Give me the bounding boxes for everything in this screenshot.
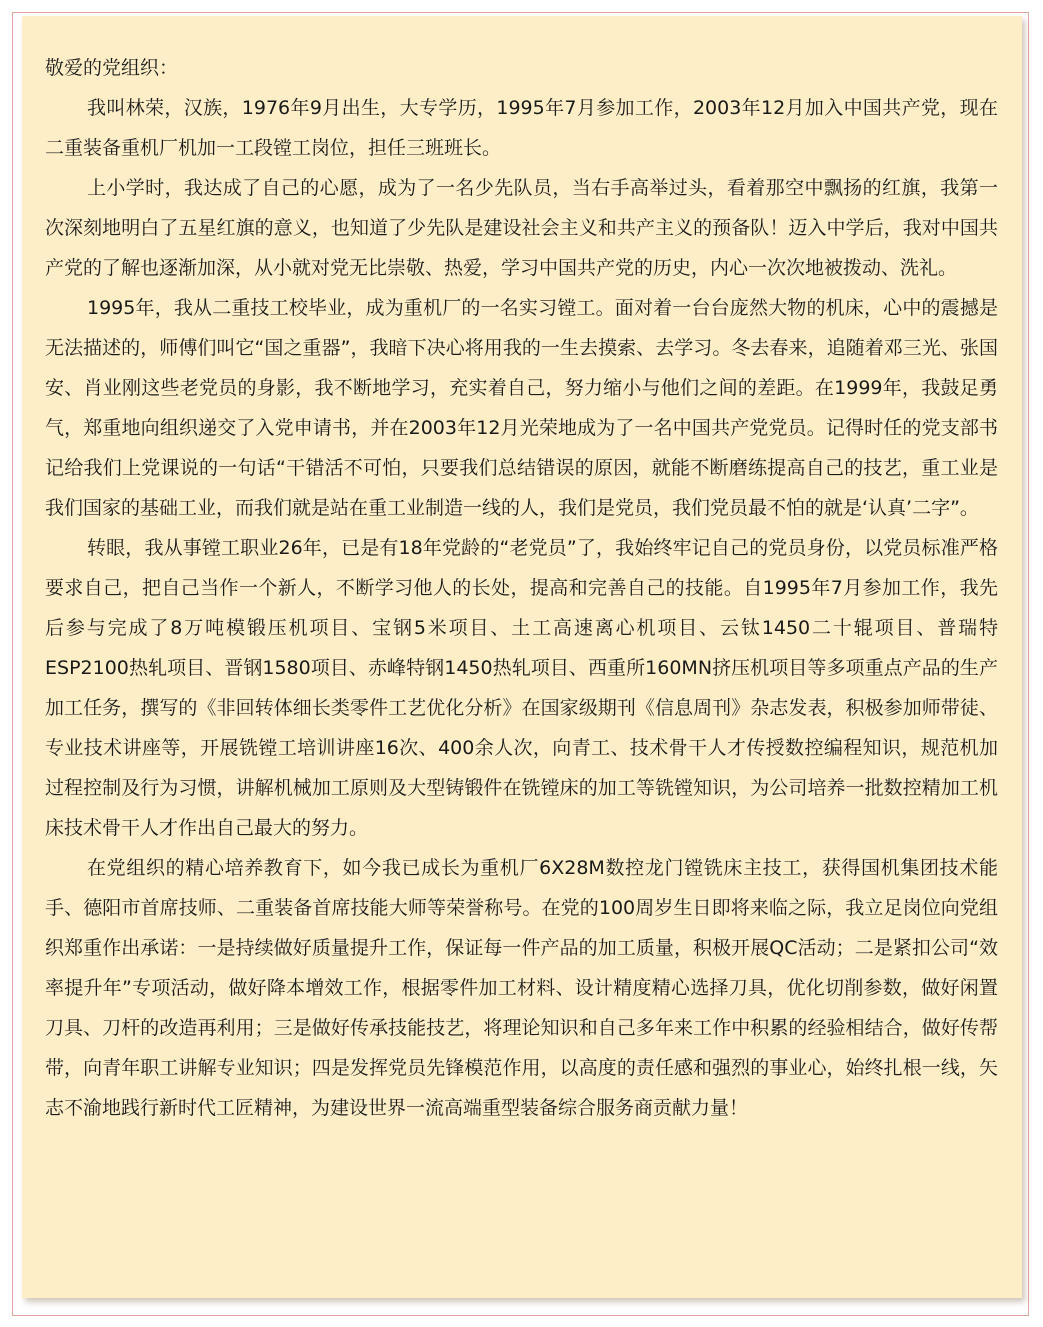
letter-card bbox=[22, 16, 1022, 1298]
letter-salutation: 敬爱的党组织： bbox=[45, 57, 179, 79]
letter-paragraph-apprentice: 1995年，我从二重技工校毕业，成为重机厂的一名实习镗工。面对着一台台庞然大物的机床，心中的震撼是无法描述的，师傅们叫它“国之重器”，我暗下决心将用我的一生去摸索、去学习。冬去春来，追随着邓三光、张国安、肖业刚这些老党员的身影，我不断地学习，充实着自己，努力缩小与他们之间的差距。在1999年，我鼓足勇气，郑重地向组织递交了入党申请书，并在2003年12月光荣地成为了一名中国共产党党员。记得时任的党支部书记给我们上党课说的一句话“干错活不可怕，只要我们总结错误的原因，就能不断磨练提高自己的技艺，重工业是我们国家的基础工业，而我们就是站在重工业制造一线的人，我们是党员，我们党员最不怕的就是‘认真’二字”。 bbox=[45, 297, 998, 519]
letter-paragraph-intro: 我叫林荣，汉族，1976年9月出生，大专学历，1995年7月参加工作，2003年12月加入中国共产党，现在二重装备重机厂机加一工段镗工岗位，担任三班班长。 bbox=[45, 97, 998, 159]
letter-paragraph-commitment: 在党组织的精心培养教育下，如今我已成长为重机厂6X28M数控龙门镗铣床主技工，获得国机集团技术能手、德阳市首席技师、二重装备首席技能大师等荣誉称号。在党的100周岁生日即将来临之际，我立足岗位向党组织郑重作出承诺：一是持续做好质量提升工作，保证每一件产品的加工质量，积极开展QC活动；二是紧扣公司“效率提升年”专项活动，做好降本增效工作，根据零件加工材料、设计精度精心选择刀具，优化切削参数，做好闲置刀具、刀杆的改造再利用；三是做好传承技能技艺，将理论知识和自己多年来工作中积累的经验相结合，做好传帮带，向青年职工讲解专业知识；四是发挥党员先锋模范作用，以高度的责任感和强烈的事业心，始终扎根一线，矢志不渝地践行新时代工匠精神，为建设世界一流高端重型装备综合服务商贡献力量！ bbox=[45, 857, 998, 1119]
letter-paragraph-career: 转眼，我从事镗工职业26年，已是有18年党龄的“老党员”了，我始终牢记自己的党员身份，以党员标准严格要求自己，把自己当作一个新人，不断学习他人的长处，提高和完善自己的技能。自1995年7月参加工作，我先后参与完成了8万吨模锻压机项目、宝钢5米项目、土工高速离心机项目、云钛1450二十辊项目、普瑞特ESP2100热轧项目、晋钢1580项目、赤峰特钢1450热轧项目、西重所160MN挤压机项目等多项重点产品的生产加工任务，撰写的《非回转体细长类零件工艺优化分析》在国家级期刊《信息周刊》杂志发表，积极参加师带徒、专业技术讲座等，开展铣镗工培训讲座16次、400余人次，向青工、技术骨干人才传授数控编程知识，规范机加过程控制及行为习惯，讲解机械加工原则及大型铸锻件在铣镗床的加工等铣镗知识，为公司培养一批数控精加工机床技术骨干人才作出自己最大的努力。 bbox=[45, 537, 998, 839]
letter-paragraph-childhood: 上小学时，我达成了自己的心愿，成为了一名少先队员，当右手高举过头，看着那空中飘扬的红旗，我第一次深刻地明白了五星红旗的意义，也知道了少先队是建设社会主义和共产主义的预备队！迈入中学后，我对中国共产党的了解也逐渐加深，从小就对党无比崇敬、热爱，学习中国共产党的历史，内心一次次地被拨动、洗礼。 bbox=[45, 177, 998, 279]
